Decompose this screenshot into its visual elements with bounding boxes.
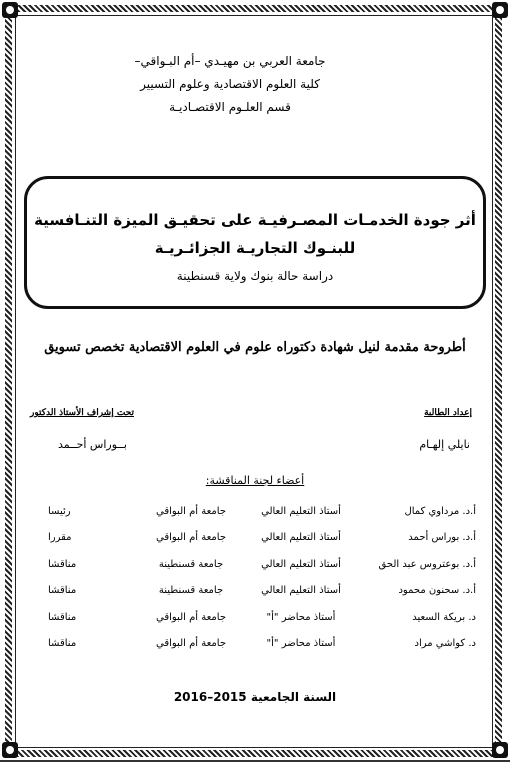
committee-row xyxy=(48,525,476,552)
member-university: جامعة أم البواقي xyxy=(156,638,226,650)
supervisor-name: بــوراس أحــمد xyxy=(58,438,127,451)
student-label: إعداد الطالبة xyxy=(424,408,472,418)
member-rank: أستاذ التعليم العالي xyxy=(261,558,341,570)
corner-ornament-icon xyxy=(2,2,18,18)
bottom-divider xyxy=(0,760,510,762)
corner-ornament-icon xyxy=(492,742,508,758)
department-name: قسم العلـوم الاقتصـاديـة xyxy=(169,100,291,114)
member-name: أ.د. سحنون محمود xyxy=(398,585,476,597)
thesis-subtitle: دراسة حالة بنوك ولاية قسنطينة xyxy=(176,269,334,283)
corner-ornament-icon xyxy=(2,742,18,758)
faculty-name: كلية العلوم الاقتصادية وعلوم التسيير xyxy=(140,77,320,91)
title-box xyxy=(24,176,486,309)
supervisor-label: تحت إشراف الأستاذ الدكتور xyxy=(30,408,134,418)
member-university: جامعة أم البواقي xyxy=(156,532,226,544)
committee-row xyxy=(48,604,476,631)
committee-row xyxy=(48,631,476,658)
member-role: مناقشا xyxy=(48,611,77,623)
member-role: مناقشا xyxy=(48,585,77,597)
university-name: جامعة العربي بن مهيـدي –أم البـواقي– xyxy=(134,54,326,68)
institution-header xyxy=(100,50,360,119)
member-rank: أستاذ محاضر "أ" xyxy=(266,638,336,650)
committee-title: أعضاء لجنة المناقشة: xyxy=(205,474,305,487)
member-university: جامعة قسنطينة xyxy=(158,585,224,597)
member-role: مناقشا xyxy=(48,558,77,570)
member-rank: أستاذ التعليم العالي xyxy=(261,532,341,544)
member-rank: أستاذ محاضر "أ" xyxy=(266,611,336,623)
member-name: د. بريكة السعيد xyxy=(412,611,476,623)
member-role: مقررا xyxy=(48,532,72,544)
committee-row xyxy=(48,551,476,578)
student-name: نايلي إلهـام xyxy=(419,438,470,451)
member-rank: أستاذ التعليم العالي xyxy=(261,505,341,517)
academic-year xyxy=(160,690,350,704)
thesis-title-line1: أثر جودة الخدمـات المصـرفيـة على تحقيـق الميزة التنـافسية xyxy=(34,211,476,229)
committee-table xyxy=(48,498,476,657)
committee-row xyxy=(48,498,476,525)
member-rank: أستاذ التعليم العالي xyxy=(261,585,341,597)
thesis-statement: أطروحة مقدمة لنيل شهادة دكتوراه علوم في العلوم الاقتصادية تخصص تسويق xyxy=(44,340,466,355)
member-university: جامعة أم البواقي xyxy=(156,505,226,517)
corner-ornament-icon xyxy=(492,2,508,18)
committee-row xyxy=(48,578,476,605)
member-name: أ.د. بوراس أحمد xyxy=(408,532,476,544)
thesis-title-line2: للبنـوك التجاريـة الجزائـريـة xyxy=(154,239,356,257)
member-university: جامعة قسنطينة xyxy=(158,558,224,570)
academic-year-label: السنة الجامعية xyxy=(250,690,337,704)
member-role: مناقشا xyxy=(48,638,77,650)
member-name: أ.د. مرداوي كمال xyxy=(404,505,476,517)
member-university: جامعة أم البواقي xyxy=(156,611,226,623)
academic-year-value: 2015–2016 xyxy=(173,690,247,704)
member-name: أ.د. بوعتروس عبد الحق xyxy=(378,558,476,570)
member-role: رئيسا xyxy=(48,505,71,517)
member-name: د. كواشي مراد xyxy=(414,638,476,650)
